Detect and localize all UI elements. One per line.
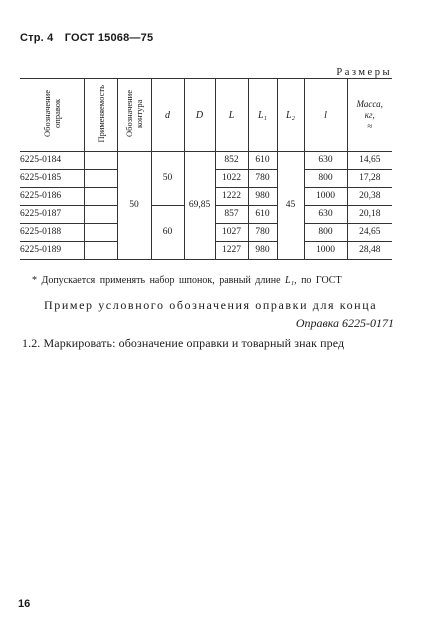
cell-mass: 20,38 [347, 188, 392, 206]
cell-D-merged: 69,85 [184, 152, 215, 260]
cell-L1: 780 [248, 170, 277, 188]
cell-l: 800 [304, 170, 347, 188]
standard-number: ГОСТ 15068—75 [64, 32, 154, 44]
spec-table-wrapper [20, 78, 392, 260]
example-heading [44, 298, 377, 313]
col-header-contour: Обозначение контура [117, 79, 151, 152]
example-rest: условного обозначения оправки для конца [93, 298, 378, 312]
cell-contour-merged: 50 [117, 152, 151, 260]
col-header-D: D [184, 79, 215, 152]
col-header-L1: L₁ [248, 79, 277, 152]
cell-l: 800 [304, 224, 347, 242]
cell-L1: 780 [248, 224, 277, 242]
cell-L: 1027 [215, 224, 248, 242]
cell-l: 1000 [304, 188, 347, 206]
col-header-mass: Масса, кг, ≈ [347, 79, 392, 152]
page-header [20, 32, 153, 44]
cell-mass: 24,65 [347, 224, 392, 242]
cell-applicability [84, 170, 117, 188]
cell-designation: 6225-0185 [20, 170, 84, 188]
cell-designation: 6225-0188 [20, 224, 84, 242]
cell-L1: 610 [248, 206, 277, 224]
marking-paragraph: 1.2. Маркировать: обозначение оправки и товарный знак пред [22, 336, 345, 350]
cell-l: 630 [304, 206, 347, 224]
footnote [32, 275, 397, 286]
table-header-row [20, 79, 392, 152]
cell-l: 630 [304, 152, 347, 170]
cell-d-top-merged: 50 [151, 152, 184, 206]
cell-l: 1000 [304, 242, 347, 260]
cell-mass: 28,48 [347, 242, 392, 260]
dimensions-caption: Размеры [336, 67, 392, 78]
col-header-L: L [215, 79, 248, 152]
cell-applicability [84, 152, 117, 170]
page-number: 16 [18, 598, 31, 610]
example-spaced-word: Пример [44, 298, 94, 312]
footnote-variable: L₁, [285, 275, 297, 286]
cell-L1: 610 [248, 152, 277, 170]
cell-L: 852 [215, 152, 248, 170]
cell-designation: 6225-0189 [20, 242, 84, 260]
cell-designation: 6225-0186 [20, 188, 84, 206]
page-label: Стр. 4 [20, 32, 54, 44]
cell-applicability [84, 242, 117, 260]
cell-mass: 20,18 [347, 206, 392, 224]
spec-table [20, 78, 392, 260]
cell-L: 1022 [215, 170, 248, 188]
col-header-d: d [151, 79, 184, 152]
cell-applicability [84, 224, 117, 242]
cell-L: 857 [215, 206, 248, 224]
cell-L1: 980 [248, 242, 277, 260]
cell-L: 1227 [215, 242, 248, 260]
cell-mass: 17,28 [347, 170, 392, 188]
example-designation: Оправка 6225-0171 [295, 316, 394, 330]
col-header-L2: L₂ [277, 79, 304, 152]
table-row [20, 152, 392, 170]
cell-designation: 6225-0184 [20, 152, 84, 170]
cell-L: 1222 [215, 188, 248, 206]
footnote-text: * Допускается применять набор шпонок, равный длине [32, 275, 281, 286]
cell-L2-merged: 45 [277, 152, 304, 260]
col-header-designation: Обозначение оправок [20, 79, 84, 152]
footnote-tail: по ГОСТ [301, 275, 342, 286]
col-header-applicability: Применяемость [84, 79, 117, 152]
cell-mass: 14,65 [347, 152, 392, 170]
cell-L1: 980 [248, 188, 277, 206]
cell-designation: 6225-0187 [20, 206, 84, 224]
cell-d-bottom-merged: 60 [151, 206, 184, 260]
cell-applicability [84, 206, 117, 224]
cell-applicability [84, 188, 117, 206]
col-header-l: l [304, 79, 347, 152]
